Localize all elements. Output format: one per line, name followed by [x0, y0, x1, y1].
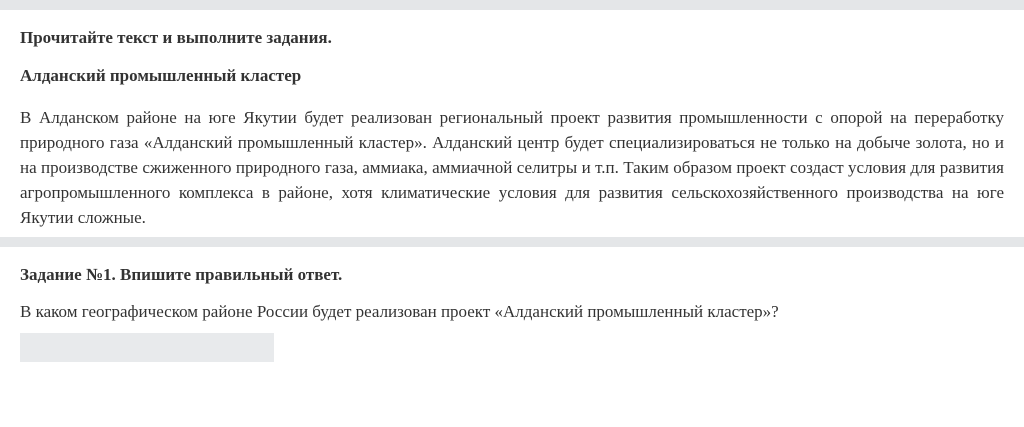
section-divider: [0, 237, 1024, 247]
task-question: В каком географическом районе России будет реализован проект «Алданский промышленный кластер»?: [20, 302, 779, 321]
task-card: [0, 247, 1024, 362]
task-title: Задание №1. Впишите правильный ответ.: [20, 265, 343, 284]
instruction-heading: Прочитайте текст и выполните задания.: [20, 28, 332, 47]
passage-body: В Алданском районе на юге Якутии будет реализован региональный проект развития промышленности с опорой на переработку природного газа «Алданский промышленный кластер». Алданский центр будет специализироваться не только на добыче золота, но и на производстве сжиженного природного газа, аммиака, аммиачной селитры и т.п. Таким образом проект создаст условия для развития агропромышленного комплекса в районе, хотя климатические условия для развития сельскохозяйственного производства на юге Якутии сложные.: [20, 108, 1004, 227]
answer-input[interactable]: [20, 333, 274, 362]
passage-title: Алданский промышленный кластер: [20, 66, 302, 85]
top-divider: [0, 0, 1024, 10]
reading-passage-card: [0, 10, 1024, 237]
